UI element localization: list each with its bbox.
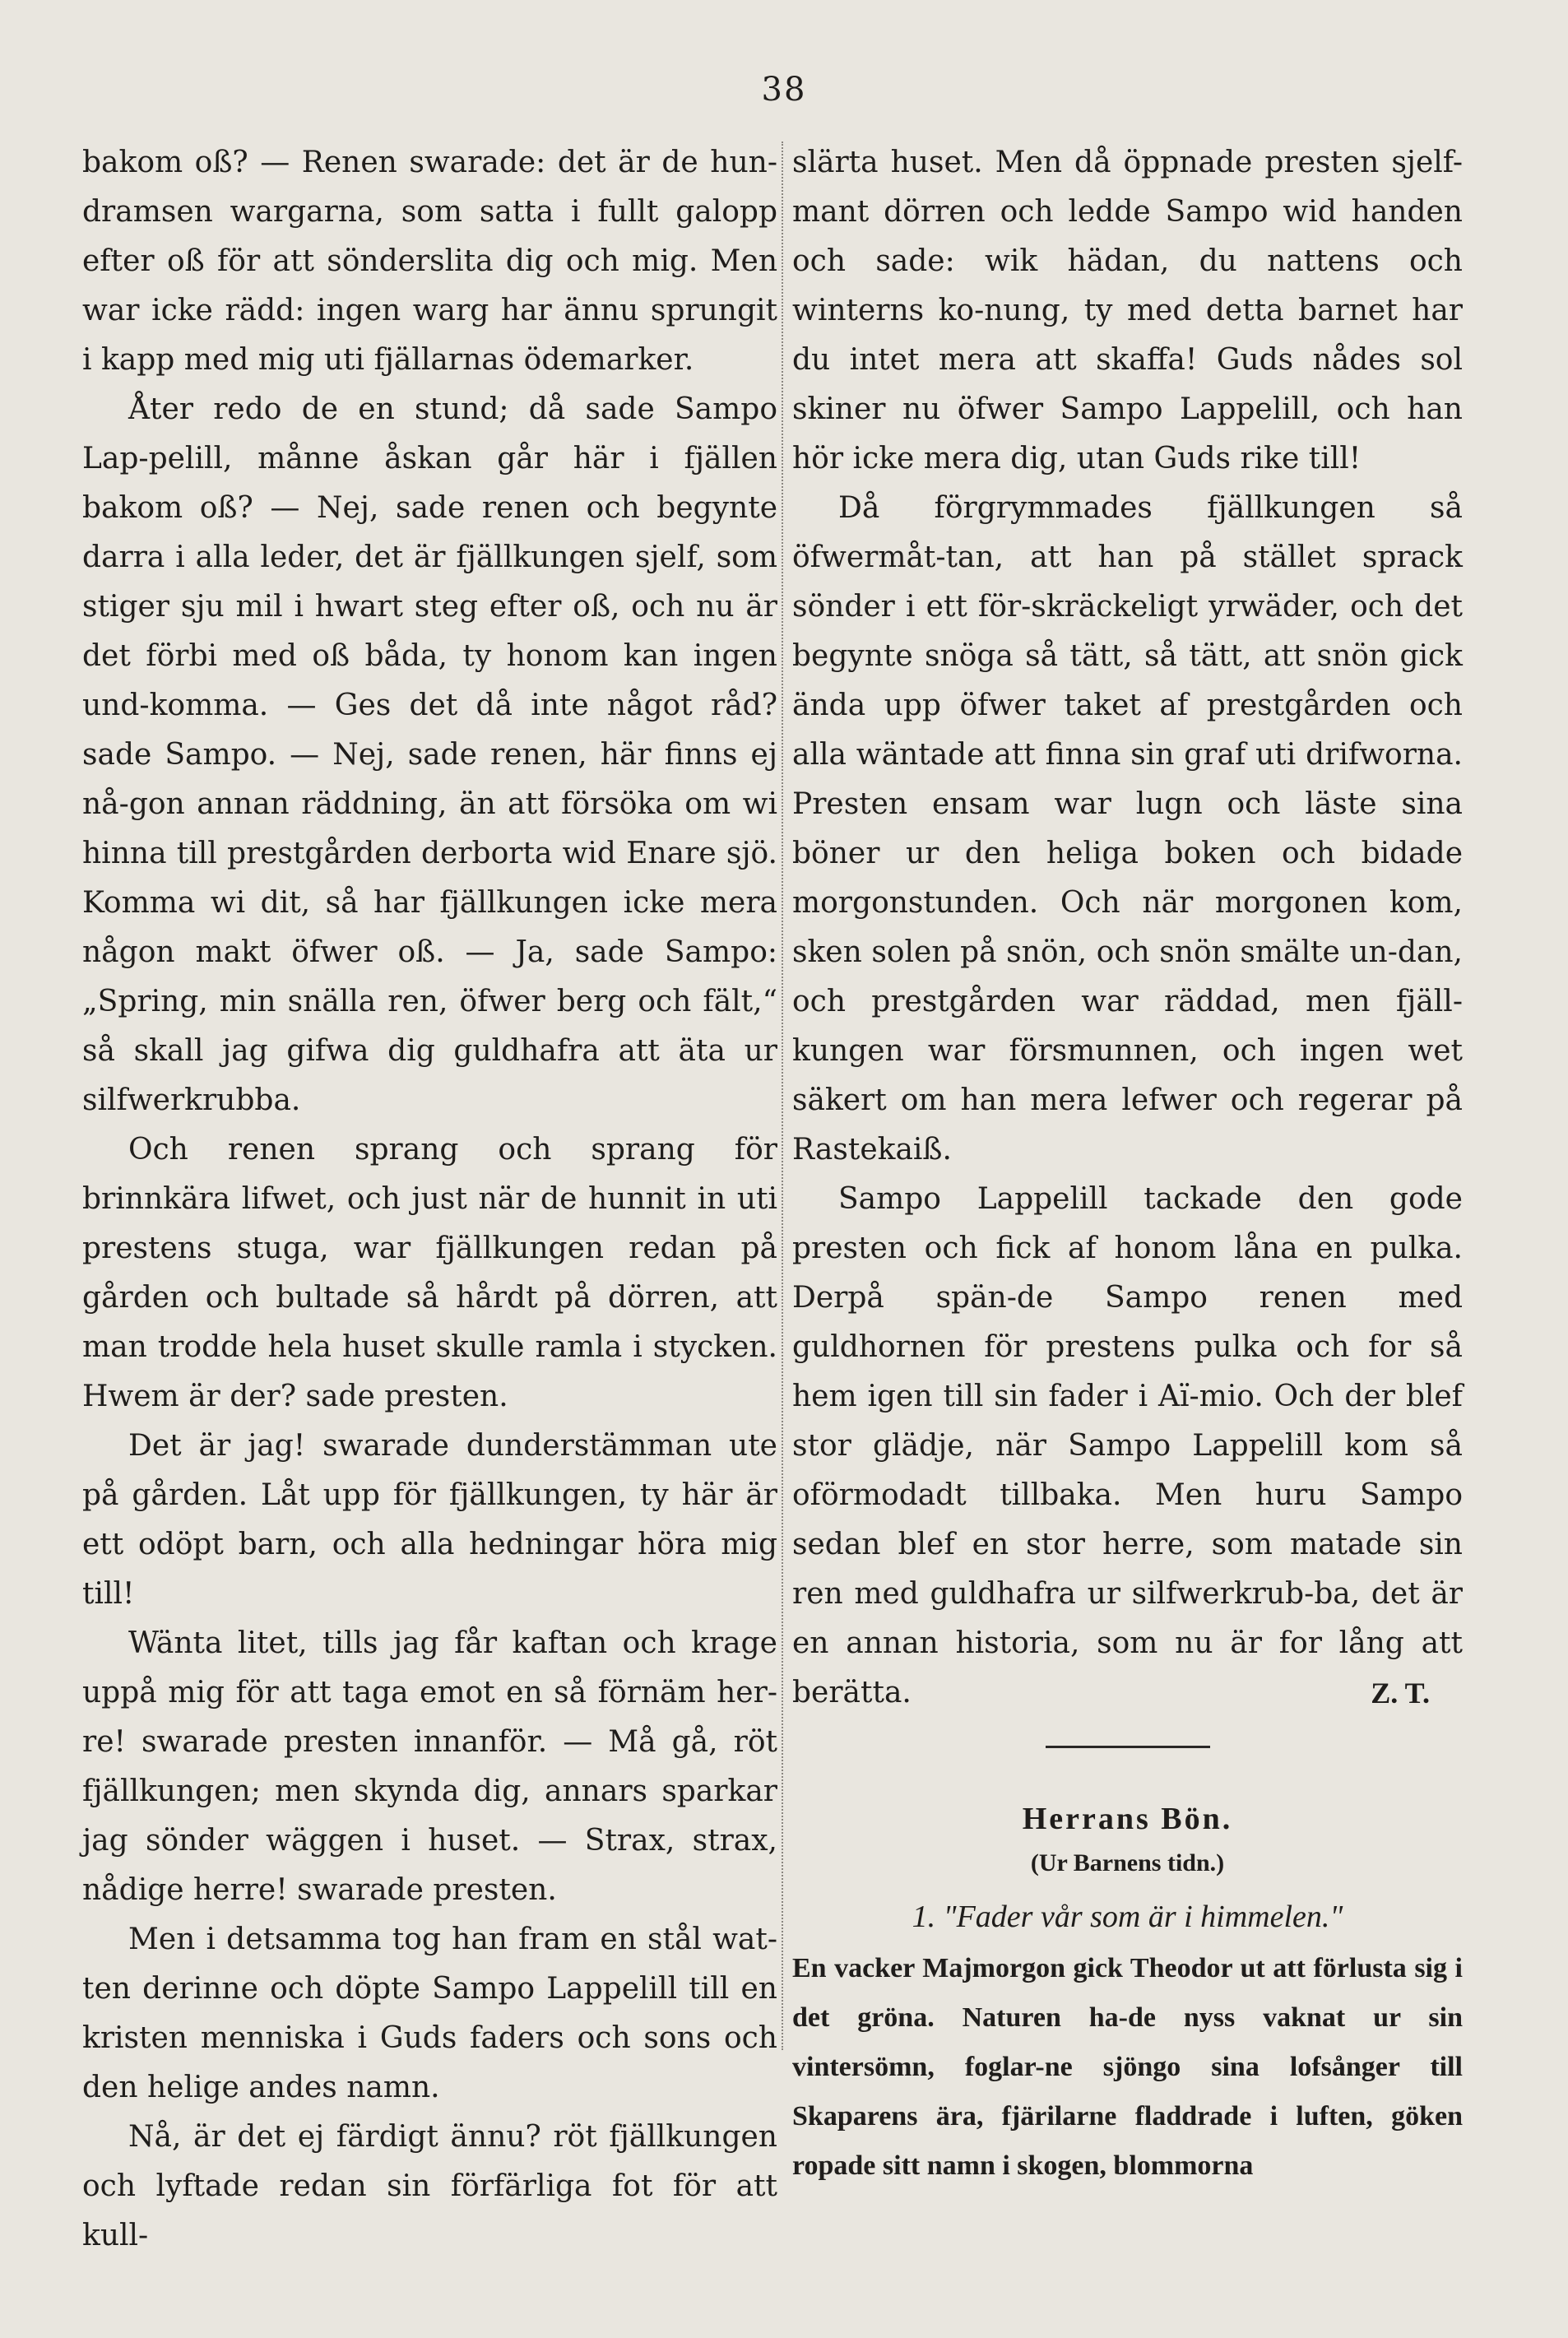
paragraph: Wänta litet, tills jag får kaftan och krage uppå mig för att taga emot en så förnäm her-re! swarade presten innanför. — Må gå, röt fjällkungen; men skynda dig, annars sparkar jag sönder wäggen i huset. — Strax, strax, nådige herre! swarade presten. <box>82 1626 777 1907</box>
paragraph: Men i detsamma tog han fram en stål wat-ten derinne och döpte Sampo Lappelill till en kristen menniska i Guds faders och sons och den helige andes namn. <box>82 1923 777 2104</box>
paragraph: Nå, är det ej färdigt ännu? röt fjällkungen och lyftade redan sin förfärliga fot för att kull- <box>82 2120 777 2252</box>
author-signature: Z. T. <box>1371 1677 1430 1709</box>
paragraph: Åter redo de en stund; då sade Sampo Lap-pelill, månne åskan går här i fjällen bakom oß? — Nej, sade renen och begynte darra i alla leder, det är fjällkungen sjelf, som stiger sju mil i hwart steg efter oß, och nu är det förbi med oß båda, ty honom kan ingen und-komma. — Ges det då inte något råd? sade Sampo. — Nej, sade renen, här finns ej nå-gon annan räddning, än att försöka om wi hinna till prestgården derborta wid Enare sjö. Komma wi dit, så har fjällkungen icke mera någon makt öfwer oß. — Ja, sade Sampo: „Spring, min snälla ren, öfwer berg och fält,“ så skall jag gifwa dig guldhafra att äta ur silfwerkrubba. <box>82 392 777 1117</box>
paragraph: Då förgrymmades fjällkungen så öfwermåt-tan, att han på stället sprack sönder i ett för-skräckeligt yrwäder, och det begynte snöga så tätt, så tätt, att snön gick ända upp öfwer taket af prestgården och alla wäntade att finna sin graf uti drifworna. Presten ensam war lugn och läste sina böner ur den heliga boken och bidade morgonstunden. Och när morgonen kom, sken solen på snön, och snön smälte un-dan, och prestgården war räddad, men fjäll-kungen war försmunnen, och ingen wet säkert om han mera lefwer och regerar på Rastekaiß. <box>792 491 1463 1167</box>
paragraph: En vacker Majmorgon gick Theodor ut att förlusta sig i det gröna. Naturen ha-de nyss vaknat ur sin vintersömn, foglar-ne sjöngo sina lofsånger till Skaparens ära, fjärilarne fladdrade i luften, göken ropade sitt namn i skogen, blommorna <box>792 1953 1463 2181</box>
page-number: 38 <box>761 71 807 109</box>
item-heading: 1. "Fader vår som är i himmelen." <box>912 1900 1343 1934</box>
paragraph: Sampo Lappelill tackade den gode presten och fick af honom låna en pulka. Derpå spän-de Sampo renen med guldhornen för prestens pulka och for så hem igen till sin fader i Aï-mio. Och der blef stor glädje, när Sampo Lappelill kom så oförmodadt tillbaka. Men huru Sampo sedan blef en stor herre, som matade sin ren med guldhafra ur silfwerkrub-ba, det är en annan historia, som nu är for lång att berätta. <box>792 1182 1463 1709</box>
paragraph: slärta huset. Men då öppnade presten sjelf-mant dörren och ledde Sampo wid handen och sade: wik hädan, du nattens och winterns ko-nung, ty med detta barnet har du intet mera att skaffa! Guds nådes sol skiner nu öfwer Sampo Lappelill, och han hör icke mera dig, utan Guds rike till! <box>792 146 1463 475</box>
left-column <box>82 138 777 2261</box>
section-subtitle: (Ur Barnens tidn.) <box>1030 1849 1225 1876</box>
right-column <box>792 138 1463 2191</box>
section-title: Herrans Bön. <box>1022 1802 1233 1836</box>
paragraph: Och renen sprang och sprang för brinnkära lifwet, och just när de hunnit in uti prestens stuga, war fjällkungen redan på gården och bultade så hårdt på dörren, att man trodde hela huset skulle ramla i stycken. Hwem är der? sade presten. <box>82 1133 777 1413</box>
column-divider <box>782 141 783 2050</box>
paragraph: bakom oß? — Renen swarade: det är de hun-dramsen wargarna, som satta i fullt galopp efter oß för att sönderslita dig och mig. Men war icke rädd: ingen warg har ännu sprungit i kapp med mig uti fjällarnas ödemarker. <box>82 146 777 377</box>
paragraph: Det är jag! swarade dunderstämman ute på gården. Låt upp för fjällkungen, ty här är ett odöpt barn, och alla hedningar höra mig till! <box>82 1429 777 1611</box>
section-divider <box>1046 1746 1210 1748</box>
